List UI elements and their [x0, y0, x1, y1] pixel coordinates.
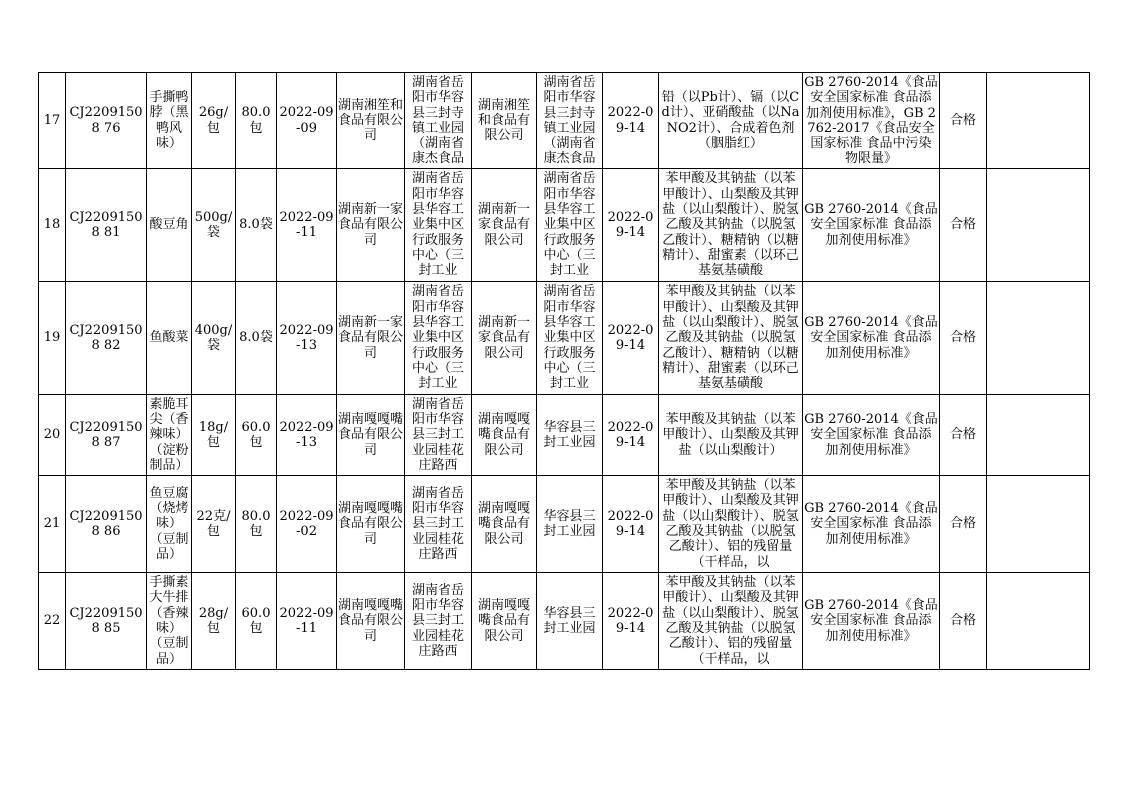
producer-name: 湖南新一家食品有限公司 — [337, 282, 405, 395]
production-date: 2022-09-13 — [277, 395, 337, 476]
test-standard: GB 2760-2014《食品安全国家标准 食品添加剂使用标准》 — [803, 282, 940, 395]
sample-quantity: 80.0包 — [236, 476, 277, 573]
product-spec: 28g/包 — [192, 573, 236, 670]
product-name: 手撕素大牛排（香辣味）（豆制品） — [147, 573, 192, 670]
test-items: 苯甲酸及其钠盐（以苯甲酸计）、山梨酸及其钾盐（以山梨酸计）、脱氢乙酸及其钠盐（以脱氢乙酸计）、铝的残留量（干样品，以 — [659, 476, 803, 573]
remark — [987, 169, 1090, 282]
product-name: 手撕鸭脖（黑鸭风味） — [147, 73, 192, 169]
test-standard: GB 2760-2014《食品安全国家标准 食品添加剂使用标准》 — [803, 395, 940, 476]
row-seq: 21 — [39, 476, 66, 573]
product-spec: 400g/袋 — [192, 282, 236, 395]
test-date: 2022-09-14 — [603, 169, 659, 282]
production-date: 2022-09-13 — [277, 282, 337, 395]
product-name: 鱼酸菜 — [147, 282, 192, 395]
test-result: 合格 — [940, 169, 987, 282]
inspection-results-table — [38, 72, 1090, 670]
test-items: 铅（以Pb计）、镉（以Cd计）、亚硝酸盐（以NaNO2计）、合成着色剂（胭脂红） — [659, 73, 803, 169]
test-standard: GB 2760-2014《食品安全国家标准 食品添加剂使用标准》 — [803, 169, 940, 282]
test-items: 苯甲酸及其钠盐（以苯甲酸计）、山梨酸及其钾盐（以山梨酸计）、脱氢乙酸及其钠盐（以脱氢乙酸计）、铝的残留量（干样品，以 — [659, 573, 803, 670]
test-items: 苯甲酸及其钠盐（以苯甲酸计）、山梨酸及其钾盐（以山梨酸计） — [659, 395, 803, 476]
sampled-unit-address: 华容县三封工业园 — [537, 573, 603, 670]
sample-quantity: 60.0包 — [236, 573, 277, 670]
product-spec: 500g/袋 — [192, 169, 236, 282]
test-standard: GB 2760-2014《食品安全国家标准 食品添加剂使用标准》 — [803, 476, 940, 573]
test-result: 合格 — [940, 395, 987, 476]
table-row — [39, 476, 1090, 573]
test-date: 2022-09-14 — [603, 395, 659, 476]
table-row — [39, 573, 1090, 670]
sample-code: CJ22091508 82 — [66, 282, 147, 395]
sampled-unit-address: 华容县三封工业园 — [537, 476, 603, 573]
test-date: 2022-09-14 — [603, 282, 659, 395]
sample-code: CJ22091508 76 — [66, 73, 147, 169]
sample-quantity: 8.0袋 — [236, 169, 277, 282]
sampled-unit: 湖南嘎嘎嘴食品有限公司 — [472, 573, 537, 670]
product-spec: 26g/包 — [192, 73, 236, 169]
remark — [987, 395, 1090, 476]
remark — [987, 73, 1090, 169]
test-items: 苯甲酸及其钠盐（以苯甲酸计）、山梨酸及其钾盐（以山梨酸计）、脱氢乙酸及其钠盐（以脱氢乙酸计）、糖精钠（以糖精计）、甜蜜素（以环己基氨基磺酸 — [659, 282, 803, 395]
producer-name: 湖南湘笙和食品有限公司 — [337, 73, 405, 169]
row-seq: 20 — [39, 395, 66, 476]
remark — [987, 282, 1090, 395]
table-row — [39, 282, 1090, 395]
test-standard: GB 2760-2014《食品安全国家标准 食品添加剂使用标准》，GB 2762-2017《食品安全国家标准 食品中污染物限量》 — [803, 73, 940, 169]
row-seq: 19 — [39, 282, 66, 395]
producer-name: 湖南嘎嘎嘴食品有限公司 — [337, 573, 405, 670]
test-result: 合格 — [940, 573, 987, 670]
test-date: 2022-09-14 — [603, 73, 659, 169]
sampled-unit: 湖南湘笙和食品有限公司 — [472, 73, 537, 169]
table-row — [39, 395, 1090, 476]
producer-address: 湖南省岳阳市华容县三封工业园桂花庄路西 — [405, 573, 472, 670]
test-standard: GB 2760-2014《食品安全国家标准 食品添加剂使用标准》 — [803, 573, 940, 670]
sample-code: CJ22091508 81 — [66, 169, 147, 282]
sample-code: CJ22091508 87 — [66, 395, 147, 476]
row-seq: 17 — [39, 73, 66, 169]
sampled-unit: 湖南嘎嘎嘴食品有限公司 — [472, 395, 537, 476]
product-name: 酸豆角 — [147, 169, 192, 282]
producer-address: 湖南省岳阳市华容县华容工业集中区行政服务中心（三封工业 — [405, 282, 472, 395]
test-result: 合格 — [940, 282, 987, 395]
product-name: 素脆耳尖（香辣味）（淀粉制品） — [147, 395, 192, 476]
test-items: 苯甲酸及其钠盐（以苯甲酸计）、山梨酸及其钾盐（以山梨酸计）、脱氢乙酸及其钠盐（以脱氢乙酸计）、糖精钠（以糖精计）、甜蜜素（以环己基氨基磺酸 — [659, 169, 803, 282]
test-result: 合格 — [940, 73, 987, 169]
sampled-unit-address: 湖南省岳阳市华容县华容工业集中区行政服务中心（三封工业 — [537, 282, 603, 395]
producer-address: 湖南省岳阳市华容县三封工业园桂花庄路西 — [405, 476, 472, 573]
producer-address: 湖南省岳阳市华容县三封寺镇工业园（湖南省康杰食品 — [405, 73, 472, 169]
production-date: 2022-09-11 — [277, 573, 337, 670]
test-result: 合格 — [940, 476, 987, 573]
sampled-unit-address: 湖南省岳阳市华容县华容工业集中区行政服务中心（三封工业 — [537, 169, 603, 282]
test-date: 2022-09-14 — [603, 476, 659, 573]
sample-code: CJ22091508 85 — [66, 573, 147, 670]
sample-quantity: 8.0袋 — [236, 282, 277, 395]
sampled-unit-address: 华容县三封工业园 — [537, 395, 603, 476]
producer-address: 湖南省岳阳市华容县华容工业集中区行政服务中心（三封工业 — [405, 169, 472, 282]
sampled-unit: 湖南嘎嘎嘴食品有限公司 — [472, 476, 537, 573]
sample-code: CJ22091508 86 — [66, 476, 147, 573]
product-spec: 22克/包 — [192, 476, 236, 573]
product-spec: 18g/包 — [192, 395, 236, 476]
producer-address: 湖南省岳阳市华容县三封工业园桂花庄路西 — [405, 395, 472, 476]
row-seq: 22 — [39, 573, 66, 670]
sample-quantity: 60.0包 — [236, 395, 277, 476]
producer-name: 湖南嘎嘎嘴食品有限公司 — [337, 395, 405, 476]
production-date: 2022-09-09 — [277, 73, 337, 169]
sampled-unit: 湖南新一家食品有限公司 — [472, 169, 537, 282]
producer-name: 湖南嘎嘎嘴食品有限公司 — [337, 476, 405, 573]
sampled-unit: 湖南新一家食品有限公司 — [472, 282, 537, 395]
table-row — [39, 169, 1090, 282]
test-date: 2022-09-14 — [603, 573, 659, 670]
sample-quantity: 80.0包 — [236, 73, 277, 169]
producer-name: 湖南新一家食品有限公司 — [337, 169, 405, 282]
row-seq: 18 — [39, 169, 66, 282]
production-date: 2022-09-02 — [277, 476, 337, 573]
remark — [987, 476, 1090, 573]
production-date: 2022-09-11 — [277, 169, 337, 282]
sampled-unit-address: 湖南省岳阳市华容县三封寺镇工业园（湖南省康杰食品 — [537, 73, 603, 169]
table-row — [39, 73, 1090, 169]
remark — [987, 573, 1090, 670]
product-name: 鱼豆腐（烧烤味）（豆制品） — [147, 476, 192, 573]
